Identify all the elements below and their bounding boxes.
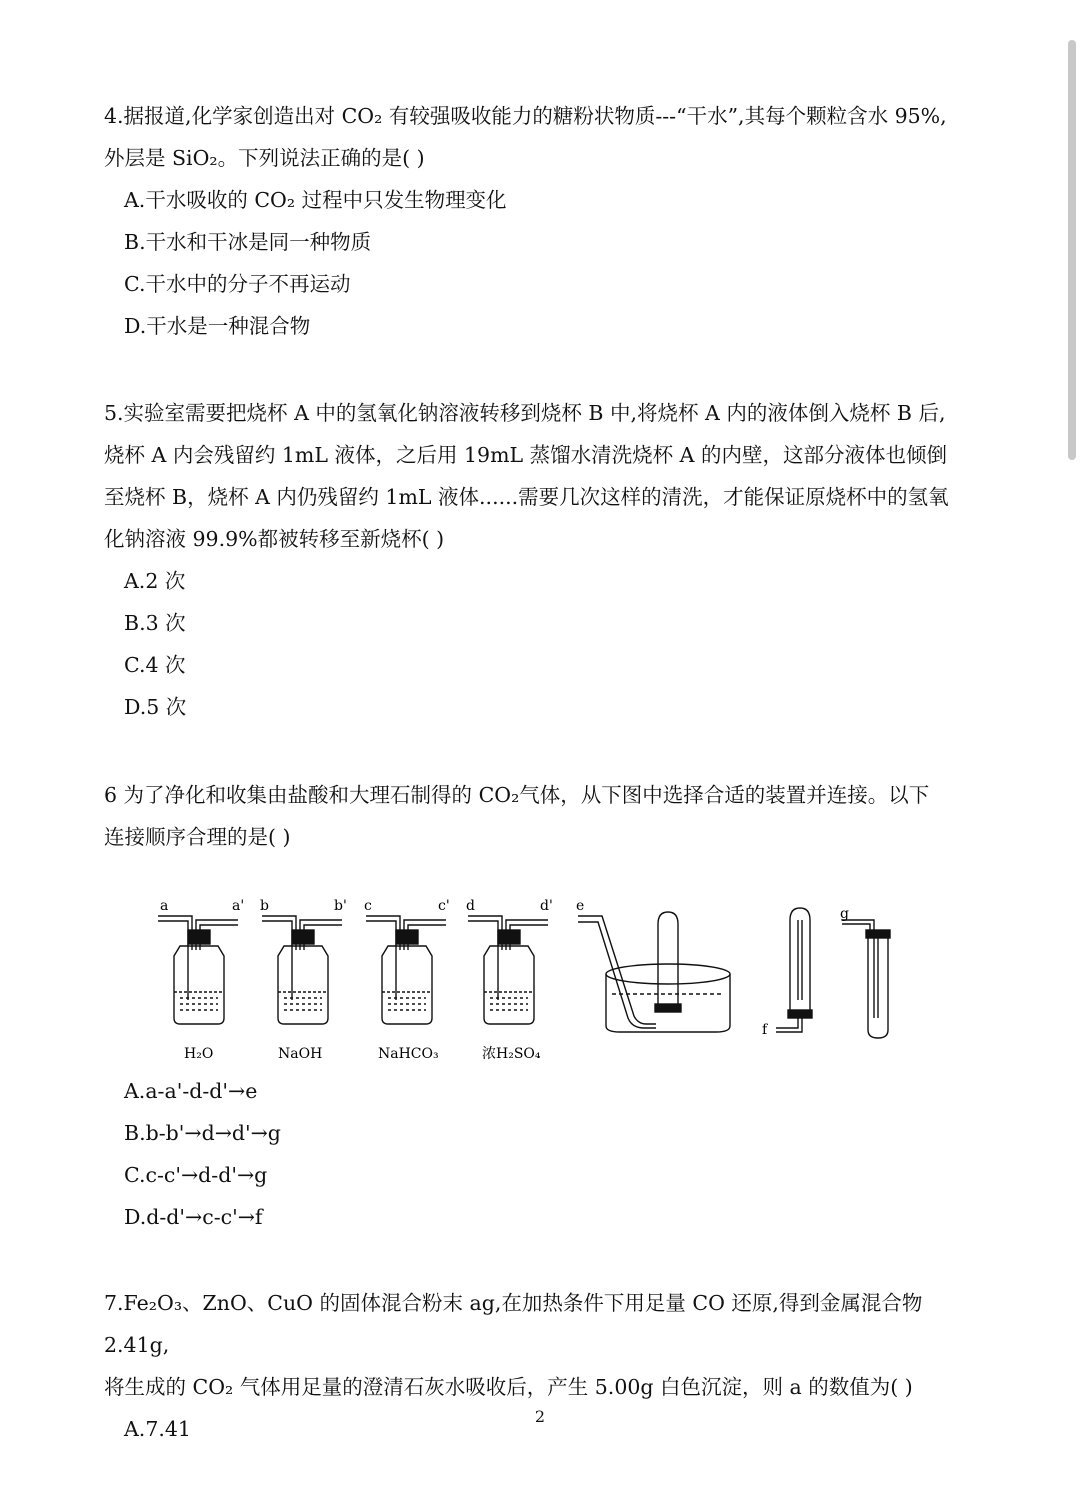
question-7-option-a: A.7.41 [124,1417,191,1441]
port-label-c: c [364,898,372,914]
question-4 [104,95,984,347]
reagent-label-h2o: H₂O [184,1046,214,1062]
collection-tube-g [842,920,890,1038]
question-6-option-b: B.b-b'→d→d'→g [124,1121,281,1145]
port-label-c-prime: c' [438,898,450,914]
question-6-option-a: A.a-a'-d-d'→e [124,1079,258,1103]
question-5-option-d: D.5 次 [124,695,187,719]
question-5-stem-line: 5.实验室需要把烧杯 A 中的氢氧化钠溶液转移到烧杯 B 中,将烧杯 A 内的液体倒入烧杯 B 后, [104,401,946,425]
question-4-option-d: D.干水是一种混合物 [124,314,311,338]
page-number: 2 [534,1407,546,1426]
question-5 [104,392,984,728]
collection-tube-f [776,908,812,1032]
gas-washing-bottle-3 [366,916,446,1024]
question-4-stem-line: 外层是 SiO₂。下列说法正确的是( ) [104,146,425,170]
question-6-option-d: D.d-d'→c-c'→f [124,1205,263,1229]
port-label-a-prime: a' [232,898,245,914]
gas-washing-bottle-1 [158,916,238,1024]
question-4-option-a: A.干水吸收的 CO₂ 过程中只发生物理变化 [124,188,507,212]
reagent-label-nahco3: NaHCO₃ [378,1046,439,1062]
question-4-option-c: C.干水中的分子不再运动 [124,272,351,296]
question-6-option-c: C.c-c'→d-d'→g [124,1163,268,1187]
question-5-stem-line: 烧杯 A 内会残留约 1mL 液体，之后用 19mL 蒸馏水清洗烧杯 A 的内壁，这部分液体也倾倒 [104,443,947,467]
reagent-label-naoh: NaOH [278,1046,323,1062]
question-5-stem-line: 至烧杯 B，烧杯 A 内仍残留约 1mL 液体......需要几次这样的清洗，才能保证原烧杯中的氢氧 [104,485,949,509]
apparatus-diagram [150,890,910,1080]
water-trough-collector [578,912,730,1032]
port-label-d: d [466,898,475,914]
question-5-option-b: B.3 次 [124,611,186,635]
vertical-scrollbar[interactable] [1068,40,1076,460]
question-4-option-b: B.干水和干冰是同一种物质 [124,230,372,254]
question-7-stem-line: 将生成的 CO₂ 气体用足量的澄清石灰水吸收后，产生 5.00g 白色沉淀，则 a 的数值为( ) [104,1375,913,1399]
question-6-options [104,1070,984,1238]
port-label-b: b [260,898,269,914]
port-label-b-prime: b' [334,898,347,914]
gas-washing-bottle-2 [262,916,342,1024]
question-7-stem-line: 7.Fe₂O₃、ZnO、CuO 的固体混合粉末 ag,在加热条件下用足量 CO 还原,得到金属混合物 2.41g, [104,1291,923,1357]
question-5-option-a: A.2 次 [124,569,186,593]
question-4-stem-line: 4.据报道,化学家创造出对 CO₂ 有较强吸收能力的糖粉状物质---“干水”,其每个颗粒含水 95%, [104,104,947,128]
port-label-f: f [762,1022,768,1038]
question-6-stem-line: 连接顺序合理的是( ) [104,825,291,849]
question-5-stem-line: 化钠溶液 99.9%都被转移至新烧杯( ) [104,527,445,551]
question-6 [104,774,984,858]
question-6-stem-line: 6 为了净化和收集由盐酸和大理石制得的 CO₂气体，从下图中选择合适的装置并连接。以下 [104,783,930,807]
gas-washing-bottle-4 [468,916,548,1024]
question-5-option-c: C.4 次 [124,653,186,677]
port-label-g: g [840,906,849,922]
port-label-a: a [160,898,169,914]
reagent-label-conc-h2so4: 浓H₂SO₄ [482,1046,541,1062]
port-label-e: e [576,898,585,914]
port-label-d-prime: d' [540,898,553,914]
